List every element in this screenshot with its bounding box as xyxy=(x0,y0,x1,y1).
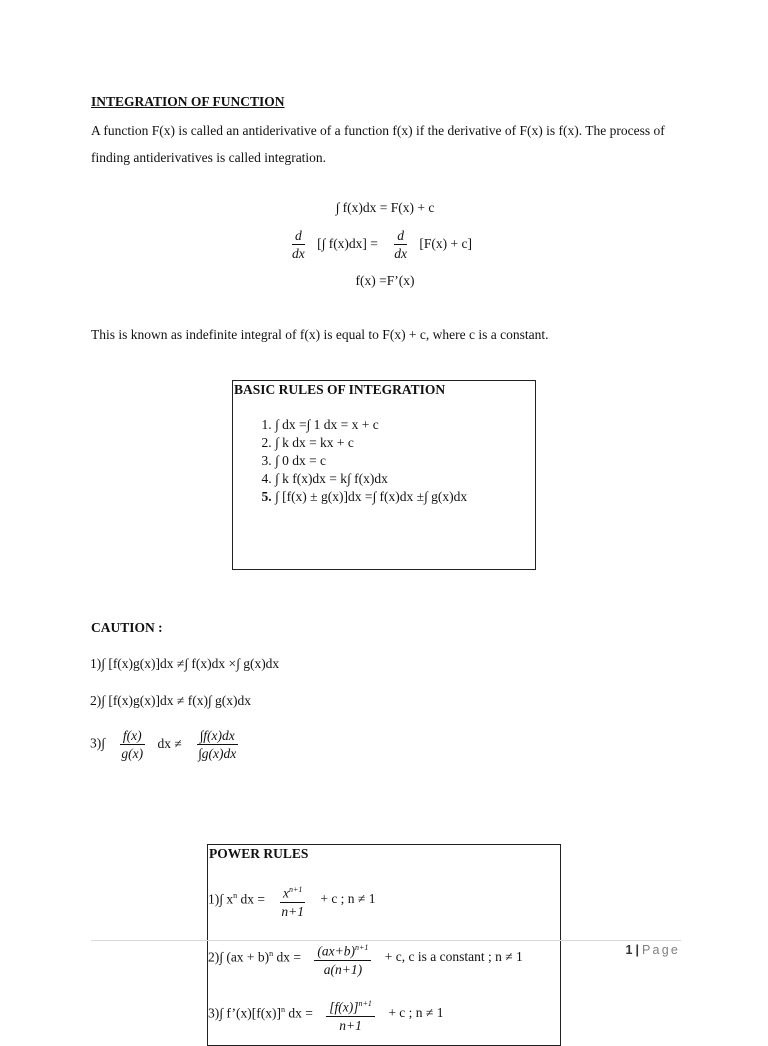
page-number: 1 xyxy=(625,943,633,957)
power-rules-box xyxy=(207,844,561,1046)
power-rules-heading: POWER RULES xyxy=(209,846,309,861)
caution-item-2: 2)∫ [f(x)g(x)]dx ≠ f(x)∫ g(x)dx xyxy=(90,693,251,708)
list-item: 3. ∫ 0 dx = c xyxy=(275,452,535,470)
list-item: 4. ∫ k f(x)dx = k∫ f(x)dx xyxy=(275,470,535,488)
d-dx-fraction-right: $\frac{d}{dx}$ xyxy=(394,228,408,261)
d-dx-fraction: $\frac{d}{dx}$ xyxy=(292,228,305,261)
summary-text: This is known as indefinite integral of f(x) is equal to F(x) + c, where c is a constant. xyxy=(91,327,549,342)
list-item: 2. ∫ k dx = kx + c xyxy=(275,434,535,452)
basic-rules-heading: BASIC RULES OF INTEGRATION xyxy=(234,382,446,397)
footer-divider xyxy=(91,940,681,941)
list-item: 5. ∫ [f(x) ± g(x)]dx =∫ f(x)dx ±∫ g(x)dx xyxy=(275,488,535,506)
caution-heading: CAUTION : xyxy=(91,620,163,635)
page-footer xyxy=(626,943,680,957)
fraction-f-over-g: $\frac{f(x)}{g(x)}$ xyxy=(121,728,144,761)
equation-derivative-identity: f(x) =F’(x) xyxy=(355,273,415,288)
intro-paragraph: A function F(x) is called an antiderivative of a function f(x) if the derivative of F(x) is f(x). The process of finding antiderivatives is called integration. xyxy=(91,123,665,165)
basic-rules-box xyxy=(232,380,536,570)
caution-item-1: 1)∫ [f(x)g(x)]dx ≠∫ f(x)dx ×∫ g(x)dx xyxy=(90,656,280,671)
caution-item-3: 3)∫ $\frac{f(x)}{g(x)}$ dx ≠ $\frac{\int f(x)dx}{\int g(x)dx}$ xyxy=(90,729,239,760)
power-rule-3: 3)∫ $f’(x)[f(x)]^n$ dx = $\frac{[f(x)]^{n+1}}{n+1}$ + c ; n ≠ 1 xyxy=(208,999,444,1033)
power-rule-1: 1)∫ $x^n$ dx = $\frac{x^{n+1}}{n+1}$ + c ; n ≠ 1 xyxy=(208,885,376,919)
page-title: INTEGRATION OF FUNCTION xyxy=(91,94,285,109)
fraction-integral-f-over-integral-g: $\frac{\int f(x)dx}{\int g(x)dx}$ xyxy=(198,728,237,761)
basic-rules-list xyxy=(233,416,535,506)
footer-separator: | xyxy=(635,943,639,957)
power-rule-2-fraction: $\frac{(ax+b)^{n+1}}{a(n+1)}$ xyxy=(314,941,371,976)
power-rule-3-fraction: $\frac{[f(x)]^{n+1}}{n+1}$ xyxy=(326,997,375,1032)
equation-antiderivative: ∫ f(x)dx = F(x) + c xyxy=(335,200,435,215)
power-rule-2: 2)∫ (ax + b)$^n$ dx = $\frac{(ax+b)^{n+1}}{a(n+1)}$ + c, c is a constant ; n ≠ 1 xyxy=(208,943,523,977)
equation-derivative: $\frac{d}{dx}$ [∫ f(x)dx] = $\frac{d}{dx}$ [F(x) + c] xyxy=(289,229,472,260)
page-label: Page xyxy=(642,943,680,957)
list-item: 1. ∫ dx =∫ 1 dx = x + c xyxy=(275,416,535,434)
power-rule-1-fraction: $\frac{x^{n+1}}{n+1}$ xyxy=(281,885,304,919)
